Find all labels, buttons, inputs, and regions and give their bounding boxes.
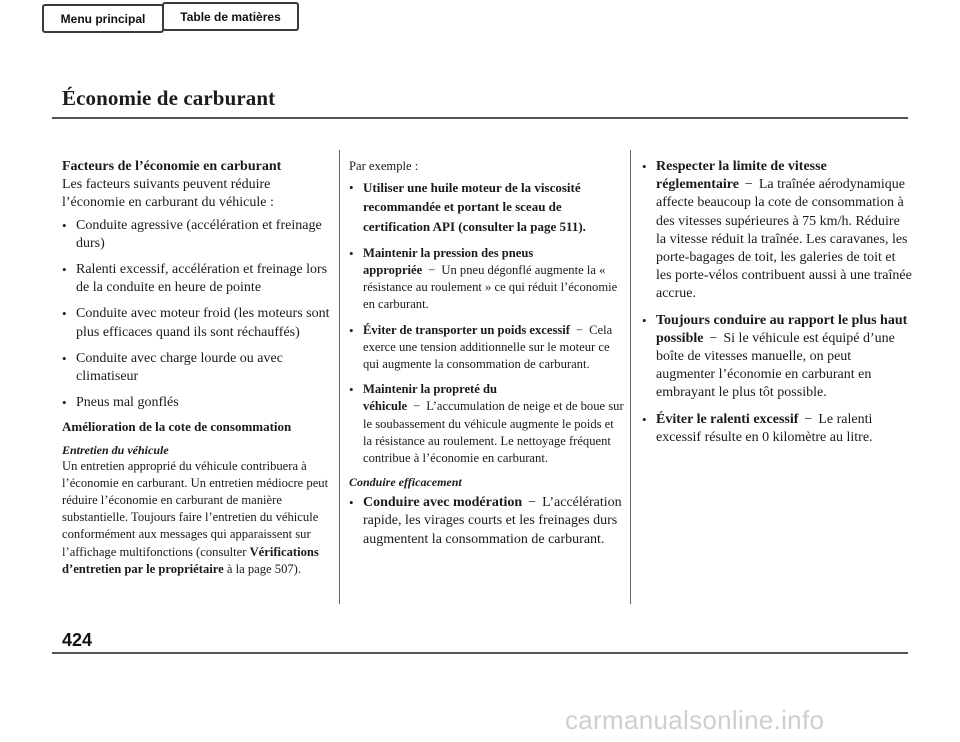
bullet-icon: • xyxy=(349,245,354,261)
list-item-title: Conduire avec modération xyxy=(363,495,523,511)
bullet-icon: • xyxy=(62,350,67,366)
list-item-title: Maintenir la propreté du véhicule xyxy=(363,382,497,414)
bullet-icon: • xyxy=(642,159,647,174)
dash-separator: − xyxy=(575,322,584,337)
dash-separator: − xyxy=(709,330,718,346)
list-item xyxy=(642,312,912,403)
list-item-text: Cela exerce une tension additionnelle sur le moteur ce qui augmente la consommation de carburant. xyxy=(363,322,613,372)
dash-separator: − xyxy=(744,177,753,193)
bullet-icon: • xyxy=(62,217,67,233)
table-of-contents-button[interactable]: Table de matières xyxy=(162,2,299,31)
list-item-title: Éviter de transporter un poids excessif xyxy=(363,322,570,337)
bullet-icon: • xyxy=(62,262,67,278)
maintenance-link[interactable]: Vérifications d’entretien par le propriétaire xyxy=(62,544,319,576)
list-item-text: Un pneu dégonflé augmente la « résistance au roulement » ce qui réduit l’économie en carburant. xyxy=(363,263,618,312)
maintenance-page-ref: à la page 507). xyxy=(226,561,302,576)
page-number: 424 xyxy=(62,630,93,650)
page-title: Économie de carburant xyxy=(62,86,276,110)
main-menu-button[interactable]: Menu principal xyxy=(42,4,164,33)
list-item xyxy=(349,494,624,549)
bullet-icon: • xyxy=(642,411,647,427)
list-item xyxy=(349,245,624,314)
list-item xyxy=(62,350,334,386)
subheading-maintenance: Entretien du véhicule xyxy=(62,442,169,457)
maintenance-paragraph xyxy=(62,458,334,578)
list-item-text: Utiliser une huile moteur de la viscosité recommandée et portant le sceau de certification API (consulter la page 511). xyxy=(363,180,586,234)
watermark: carmanualsonline.info xyxy=(565,705,825,735)
column-divider-left xyxy=(339,150,340,604)
bullet-icon: • xyxy=(62,395,67,411)
list-item-text: Ralenti excessif, accélération et freinage lors de la conduite en heure de pointe xyxy=(76,262,328,296)
list-item-text: Conduite avec moteur froid (les moteurs sont plus efficaces quand ils sont réchauffés) xyxy=(76,306,330,340)
list-item xyxy=(62,394,334,412)
bullet-icon: • xyxy=(349,322,354,338)
list-item-text: L’accumulation de neige et de boue sur le soubassement du véhicule augmente le poids et la résistance au roulement. Le nettoyage fréquent contribue à l’économie en carburant. xyxy=(363,399,624,466)
dash-separator: − xyxy=(413,399,421,414)
dash-separator: − xyxy=(528,495,537,511)
list-item xyxy=(642,158,912,304)
bullet-icon: • xyxy=(62,306,67,322)
bullet-icon: • xyxy=(349,382,354,398)
list-item-title: Éviter le ralenti excessif xyxy=(656,411,799,427)
column-middle xyxy=(349,158,624,549)
list-item-title: Toujours conduire au rapport le plus haut possible xyxy=(656,312,908,346)
list-item xyxy=(349,179,624,237)
dash-separator: − xyxy=(804,411,813,427)
footer-divider xyxy=(52,652,908,654)
factors-intro: Les facteurs suivants peuvent réduire l’économie en carburant du véhicule : xyxy=(62,177,274,211)
list-item-text: Conduite agressive (accélération et freinage durs) xyxy=(76,217,322,251)
list-item-title: Respecter la limite de vitesse réglementaire xyxy=(656,159,827,193)
list-item xyxy=(642,411,912,447)
list-item xyxy=(349,381,624,467)
list-item-title: Maintenir la pression des pneus appropriée xyxy=(363,245,534,278)
list-item-text: Conduite avec charge lourde ou avec climatiseur xyxy=(76,350,283,385)
subheading-efficient-driving: Conduire efficacement xyxy=(349,475,462,490)
column-divider-right xyxy=(630,150,631,604)
bullet-icon: • xyxy=(642,312,647,328)
list-item xyxy=(62,217,334,253)
list-item-text: L’accélération rapide, les virages courts et les freinages durs augmentent la consommation de carburant. xyxy=(363,495,622,547)
bullet-icon: • xyxy=(349,180,354,196)
section-heading-factors: Facteurs de l’économie en carburant xyxy=(62,159,282,174)
title-divider xyxy=(52,117,908,119)
dash-separator: − xyxy=(428,263,436,278)
example-intro: Par exemple : xyxy=(349,159,419,173)
section-heading-improvement: Amélioration de la cote de consommation xyxy=(62,419,292,435)
column-left xyxy=(62,158,334,578)
column-right xyxy=(642,158,912,447)
bullet-icon: • xyxy=(349,495,354,511)
list-item xyxy=(62,305,334,341)
maintenance-text: Un entretien approprié du véhicule contribuera à l’économie en carburant. Un entretien médiocre peut réduire l’économie en carburant de manière substantielle. Toujours faire l’entretien du véhicule conformément aux messages qui apparaissent sur l’affichage multifonctions (consulter xyxy=(62,458,329,559)
list-item xyxy=(349,322,624,374)
list-item-text: Pneus mal gonflés xyxy=(76,395,179,411)
list-item-text: La traînée aérodynamique affecte beaucoup la cote de consommation à des vitesses supérieures à 75 km/h. Réduire la vitesse réduit la traînée. Les caravanes, les porte-bagages de toit, les galeries de toit et les porte-vélos contribuent aussi à une traînée accrue. xyxy=(656,177,912,302)
list-item-text: Si le véhicule est équipé d’une boîte de vitesses manuelle, on peut augmenter l’économie en carburant en embrayant le plus tôt possible. xyxy=(656,330,895,401)
list-item-text: Le ralenti excessif résulte en 0 kilomètre au litre. xyxy=(656,411,873,445)
list-item xyxy=(62,261,334,297)
